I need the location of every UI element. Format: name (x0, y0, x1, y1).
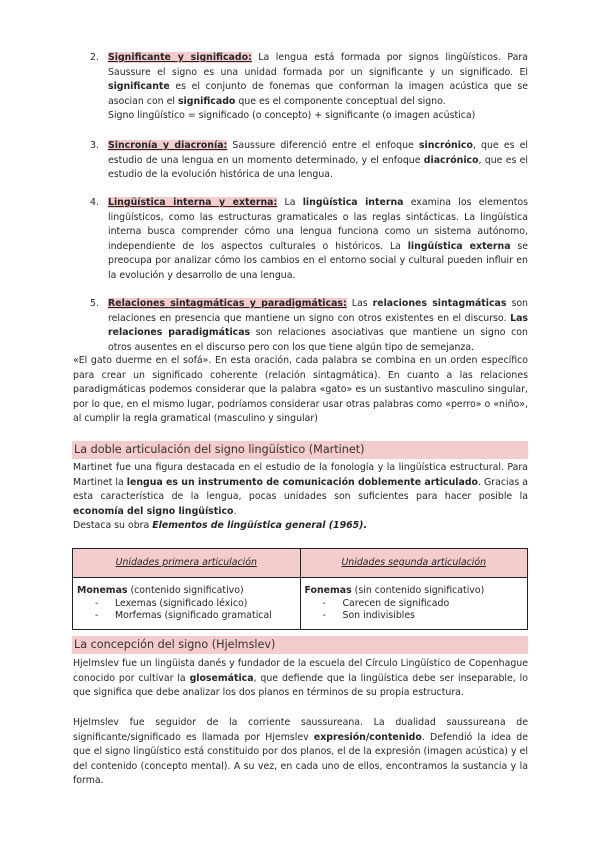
table-header-row (73, 549, 528, 578)
dash-bullet: - (322, 597, 326, 609)
section-heading-hjelmslev: La concepción del signo (Hjelmslev) (72, 636, 528, 654)
bold-term: significado (177, 95, 236, 107)
list-item: Morfemas (significado gramatical (115, 610, 272, 622)
martinet-paragraph (73, 461, 528, 534)
text: (sin contenido significativo) (351, 585, 485, 596)
text: , que es el estudio de una lengua en un momento determinado, y el enfoque (108, 140, 529, 166)
text: que es el componente conceptual del signo. (235, 95, 446, 107)
text: , que es el estudio de la evolución histórica de una lengua. (108, 154, 529, 181)
bold-term: lengua es un instrumento de comunicación doblemente articulado (126, 476, 478, 488)
list-number: 5. (90, 298, 99, 309)
list-number: 2. (90, 52, 99, 63)
list-item-linguistica (108, 196, 528, 284)
text: (contenido significativo) (127, 585, 244, 596)
list-item: Lexemas (significado léxico) (115, 597, 248, 609)
text: Destaca su obra (73, 520, 153, 532)
text: Martinet fue una figura destacada en el estudio de la fonología y la lingüística estructural. Para Martinet la (73, 462, 528, 488)
list-item-sincronia (108, 139, 528, 183)
list-number: 3. (90, 140, 99, 151)
example-paragraph: «El gato duerme en el sofá». En esta oración, cada palabra se combina en un orden específico para crear un significado coherente (relación sintagmática). En cuanto a las relaciones paradigmáticas podemos considerar que la palabra «gato» es un sustantivo masculino singular, por lo que, en el mismo lugar, podríamos considerar usar otras palabras como «perro» o «niño», al cumplir la regla gramatical (masculino y singular) (73, 355, 528, 425)
text: Hjelmslev fue un lingüista danés y fundador de la escuela del Círculo Lingüístico de Copenhague conocido por cultivar la (73, 658, 528, 684)
work-title: Elementos de lingüística general (1965). (152, 520, 368, 532)
text: . Gracias a esta característica de la lengua, pocas unidades son suficientes para hacer posible la (73, 476, 528, 503)
articulation-table (72, 548, 528, 630)
text: examina los elementos lingüísticos, como las estructuras gramaticales o las reglas sintácticas. La lingüística interna busca comprender cómo una lengua funciona como un sistema autónomo, independiente de los aspectos culturales o históricos. La (108, 197, 528, 252)
table-header (73, 549, 301, 578)
bold-term: diacrónico (423, 154, 479, 166)
text: . (233, 505, 237, 517)
list-item: Son indivisibles (342, 610, 416, 622)
dash-bullet: - (95, 597, 99, 609)
text: se preocupa por analizar cómo los cambios en el entorno social y cultural pueden influir en la evolución y desarrollo de una lengua. (108, 240, 528, 281)
hjelmslev-paragraph-1 (73, 657, 528, 701)
table-header (300, 549, 528, 578)
list-item: Carecen de significado (342, 597, 450, 609)
list-number: 4. (90, 197, 99, 208)
text: La lengua está formada por signos lingüísticos. Para Saussure el signo es una unidad formada por un significante y un significado. El (108, 52, 528, 78)
bold-term: relaciones sintagmáticas (372, 298, 507, 309)
text: La (277, 197, 303, 208)
bold-term: expresión/contenido (313, 731, 422, 743)
term-highlight: Lingüística interna y externa: (108, 197, 278, 208)
header-label: Unidades primera articulación (115, 556, 257, 568)
dash-bullet: - (95, 610, 99, 622)
bold-term: Fonemas (304, 585, 352, 596)
table-cell-monemas (73, 578, 301, 630)
list-item-significante (108, 51, 528, 124)
text: es el conjunto de fonemas que conforman la imagen acústica que se asocian con el (108, 81, 528, 107)
text: Saussure diferenció entre el enfoque (227, 140, 419, 151)
bold-term: lingüística externa (407, 240, 511, 252)
text: Hjelmslev fue seguidor de la corriente saussureana. La dualidad saussureana de significante/significado es llamada por Hjemslev (73, 717, 528, 743)
dash-bullet: - (322, 610, 326, 622)
hjelmslev-paragraph-2 (73, 716, 528, 789)
term-highlight: Relaciones sintagmáticas y paradigmáticas: (108, 298, 347, 309)
table-row (73, 578, 528, 630)
bold-term: Monemas (77, 585, 128, 596)
bold-term: Las relaciones paradigmáticas (108, 312, 528, 339)
bold-term: significante (108, 81, 170, 93)
bold-term: sincrónico (418, 140, 473, 151)
text: , que defiende que la lingüística debe ser inseparable, lo que significa que debe analizar los dos planos en términos de su propia estructura. (73, 672, 528, 699)
text: Las (346, 298, 373, 309)
header-label: Unidades segunda articulación (341, 556, 487, 568)
bold-term: lingüística interna (302, 197, 404, 208)
text: son relaciones en presencia que mantiene un signo con otros existentes en el discurso. (108, 298, 529, 324)
bold-term: economía del signo lingüístico (73, 505, 234, 517)
text: son relaciones asociativas que mantiene un signo con otros ausentes en el discurso pero con los que tiene algún tipo de semejanza. (108, 327, 528, 353)
formula: Signo lingüístico = significado (o concepto) + significante (o imagen acústica) (108, 110, 476, 122)
term-highlight: Significante y significado: (108, 52, 252, 63)
text: . Defendió la idea de que el signo lingüístico está constituido por dos planos, el de la expresión (imagen acústica) y el del contenido (concepto mental). A su vez, en cada uno de ellos, encontramos la sustancia y la forma. (73, 731, 528, 787)
section-heading-martinet: La doble articulación del signo lingüístico (Martinet) (72, 441, 528, 459)
list-item-relaciones (108, 297, 528, 355)
term-highlight: Sincronía y diacronía: (108, 140, 228, 151)
bold-term: glosemática (189, 672, 254, 684)
table-cell-fonemas (300, 578, 528, 630)
